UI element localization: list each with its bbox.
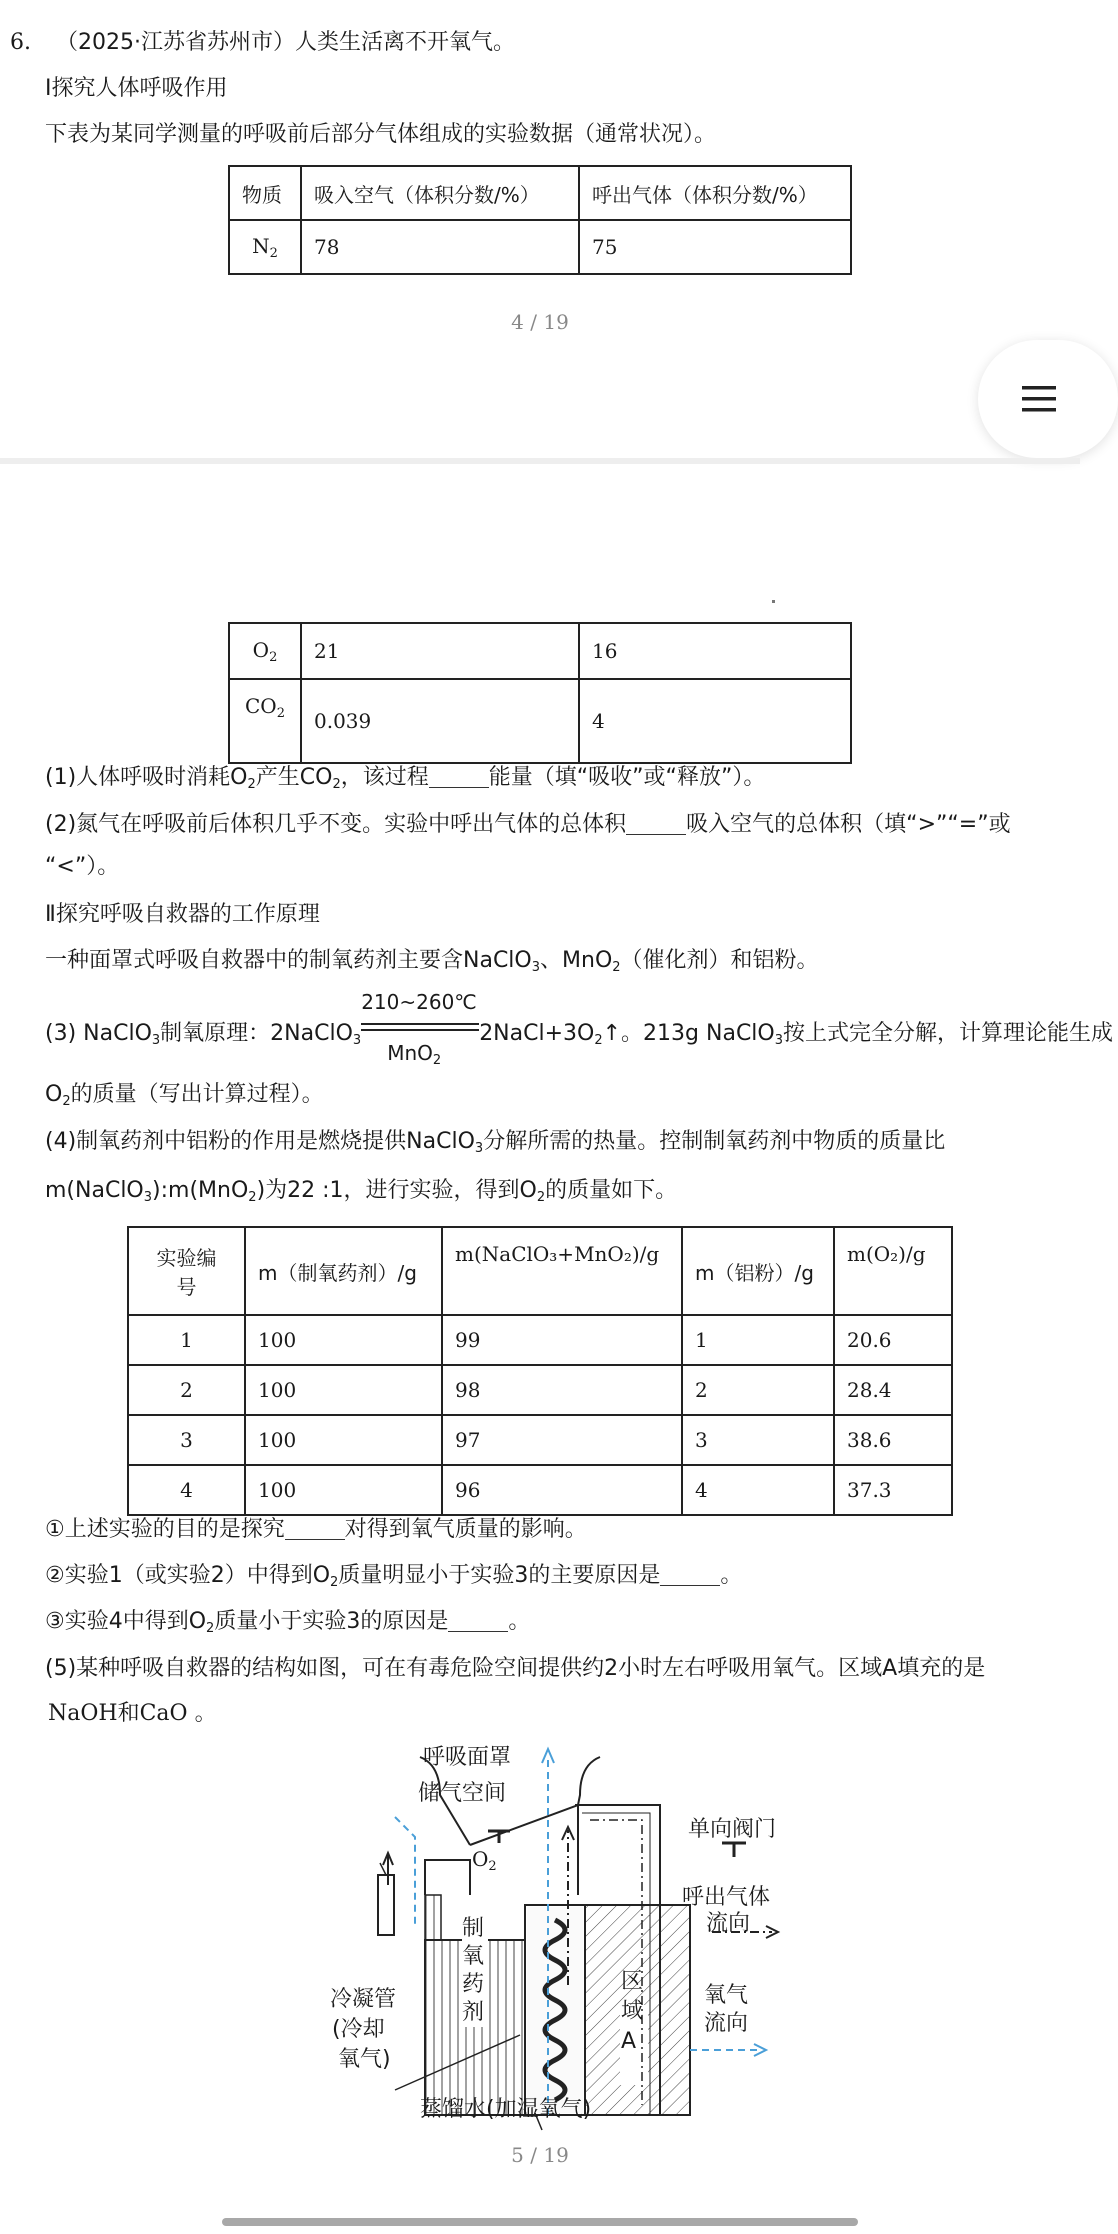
- table-row: [128, 1415, 952, 1465]
- label-region-a: 区域A: [621, 1969, 644, 2054]
- reaction-condition: 210~260℃ MnO$_2$: [361, 1014, 479, 1044]
- gas-table-top: [228, 165, 852, 275]
- value-cell: 1: [682, 1315, 834, 1365]
- label-exhale-1: 呼出气体: [682, 1885, 771, 1910]
- q4-text: (4)制氧药剂中铝粉的作用是燃烧提供NaClO$_3$分解所需的热量。控制制氧药剂中物质的质量比: [45, 1129, 946, 1156]
- table-row: [229, 220, 851, 274]
- label-agent: 制氧药剂: [462, 1915, 488, 2027]
- label-o2flow-1: 氧气: [704, 1983, 749, 2008]
- value-cell: 96: [442, 1465, 682, 1515]
- sub-question-1: ①上述实验的目的是探究 对得到氧气质量的影响。: [45, 1517, 587, 1542]
- table-header-row: [229, 166, 851, 220]
- label-storage: 储气空间: [418, 1781, 507, 1806]
- question-source: （2025·江苏省苏州市）: [56, 30, 295, 55]
- label-o2flow-2: 流向: [704, 2011, 749, 2036]
- q4-text-cont: m(NaClO$_3$):m(MnO$_2$)为22 :1，进行实验，得到$O_2$的质量如下。: [45, 1178, 678, 1205]
- value-cell: 4: [682, 1465, 834, 1515]
- header-cell: 实验编号: [128, 1227, 245, 1315]
- value-cell: 100: [245, 1415, 442, 1465]
- value-cell: 97: [442, 1415, 682, 1465]
- value-cell: 3: [682, 1415, 834, 1465]
- answer-blank[interactable]: [660, 1564, 720, 1586]
- page-dot: [772, 600, 775, 603]
- answer-blank[interactable]: [429, 766, 489, 788]
- table-intro: 下表为某同学测量的呼吸前后部分气体组成的实验数据（通常状况）。: [45, 122, 717, 147]
- table-header-row: [128, 1227, 952, 1315]
- section-2-intro: 一种面罩式呼吸自救器中的制氧药剂主要含NaClO$_3$、MnO$_2$（催化剂）和铝粉。: [45, 948, 819, 975]
- header-cell: 呼出气体（体积分数/%）: [579, 166, 851, 220]
- header-cell: 吸入空气（体积分数/%）: [301, 166, 579, 220]
- gas-table-continued: [228, 622, 852, 764]
- sub-question-2: ②实验1（或实验2）中得到$O_2$质量明显小于实验3的主要原因是 。: [45, 1563, 743, 1590]
- value-cell: 100: [245, 1365, 442, 1415]
- q2-text-cont: “<”）。: [45, 854, 120, 879]
- menu-button[interactable]: [978, 340, 1118, 458]
- value-cell: 2: [682, 1365, 834, 1415]
- value-cell: 78: [301, 220, 579, 274]
- question-header: [10, 28, 515, 58]
- label-condenser-3: 氧气): [338, 2047, 391, 2072]
- value-cell: 28.4: [834, 1365, 952, 1415]
- value-cell: 99: [442, 1315, 682, 1365]
- header-cell: m（制氧药剂）/g: [245, 1227, 442, 1315]
- answer-blank[interactable]: [448, 1610, 508, 1632]
- section-2-title: Ⅱ探究呼吸自救器的工作原理: [45, 902, 320, 927]
- hamburger-menu-icon: [1022, 384, 1058, 414]
- sub-question-3: ③实验4中得到$O_2$质量小于实验3的原因是 。: [45, 1609, 531, 1636]
- exp-id-cell: 2: [128, 1365, 245, 1415]
- header-cell: m(NaClO₃+MnO₂)/g: [442, 1227, 682, 1315]
- label-o2: $O_2$: [472, 1847, 497, 1874]
- value-cell: 21: [301, 623, 579, 679]
- label-mask: 呼吸面罩: [423, 1745, 512, 1770]
- question-intro: 人类生活离不开氧气。: [294, 30, 515, 55]
- home-indicator[interactable]: [222, 2218, 858, 2226]
- label-water: 蒸馏水(加湿氧气): [420, 2097, 592, 2122]
- table-row: [128, 1315, 952, 1365]
- q3-text-cont: $O_2$的质量（写出计算过程）。: [45, 1082, 324, 1109]
- section-1-title: Ⅰ探究人体呼吸作用: [45, 76, 228, 101]
- answer-blank[interactable]: [285, 1518, 345, 1540]
- respirator-diagram: [320, 1735, 820, 2135]
- q1-text: (1)人体呼吸时消耗$O_2$产生$CO_2$，该过程 能量（填“吸收”或“释放”）。: [45, 765, 766, 792]
- table-row: [229, 623, 851, 679]
- q2-text: (2)氮气在呼吸前后体积几乎不变。实验中呼出气体的总体积 吸入空气的总体积（填“>”“=”或: [45, 812, 1011, 837]
- q5-text-cont: NaOH和CaO 。: [48, 1701, 217, 1726]
- table-row: [128, 1365, 952, 1415]
- table-row: [229, 679, 851, 763]
- substance-cell: $CO_2$: [229, 679, 301, 763]
- value-cell: 75: [579, 220, 851, 274]
- label-condenser-1: 冷凝管: [330, 1987, 397, 2012]
- header-cell: m(O₂)/g: [834, 1227, 952, 1315]
- label-exhale-2: 流向: [706, 1911, 751, 1936]
- substance-cell: $O_2$: [229, 623, 301, 679]
- value-cell: 20.6: [834, 1315, 952, 1365]
- page-separator: [0, 458, 1080, 464]
- page-number: 4 / 19: [511, 310, 569, 334]
- q5-text: (5)某种呼吸自救器的结构如图，可在有毒危险空间提供约2小时左右呼吸用氧气。区域A填充的是: [45, 1656, 986, 1681]
- label-condenser-2: (冷却: [332, 2017, 385, 2042]
- value-cell: 98: [442, 1365, 682, 1415]
- header-cell: 物质: [229, 166, 301, 220]
- value-cell: 38.6: [834, 1415, 952, 1465]
- table-row: [128, 1465, 952, 1515]
- exp-id-cell: 4: [128, 1465, 245, 1515]
- answer-blank[interactable]: [626, 813, 686, 835]
- label-valve: 单向阀门: [688, 1817, 777, 1842]
- value-cell: 100: [245, 1315, 442, 1365]
- header-cell: m（铝粉）/g: [682, 1227, 834, 1315]
- page-number: 5 / 19: [511, 2143, 569, 2167]
- exp-id-cell: 3: [128, 1415, 245, 1465]
- substance-cell: $N_2$: [229, 220, 301, 274]
- value-cell: 100: [245, 1465, 442, 1515]
- value-cell: 37.3: [834, 1465, 952, 1515]
- value-cell: 4: [579, 679, 851, 763]
- question-number: 6.: [10, 30, 31, 55]
- value-cell: 16: [579, 623, 851, 679]
- q3-text: (3) NaClO$_3$制氧原理：2NaClO$_3$ 210~260℃ MnO$_2$ $2NaCl+3O_2↑$。213g NaClO$_3$按上式完全分解，计算理论能生成: [45, 990, 1114, 1068]
- experiment-table: [127, 1226, 953, 1516]
- value-cell: 0.039: [301, 679, 579, 763]
- exp-id-cell: 1: [128, 1315, 245, 1365]
